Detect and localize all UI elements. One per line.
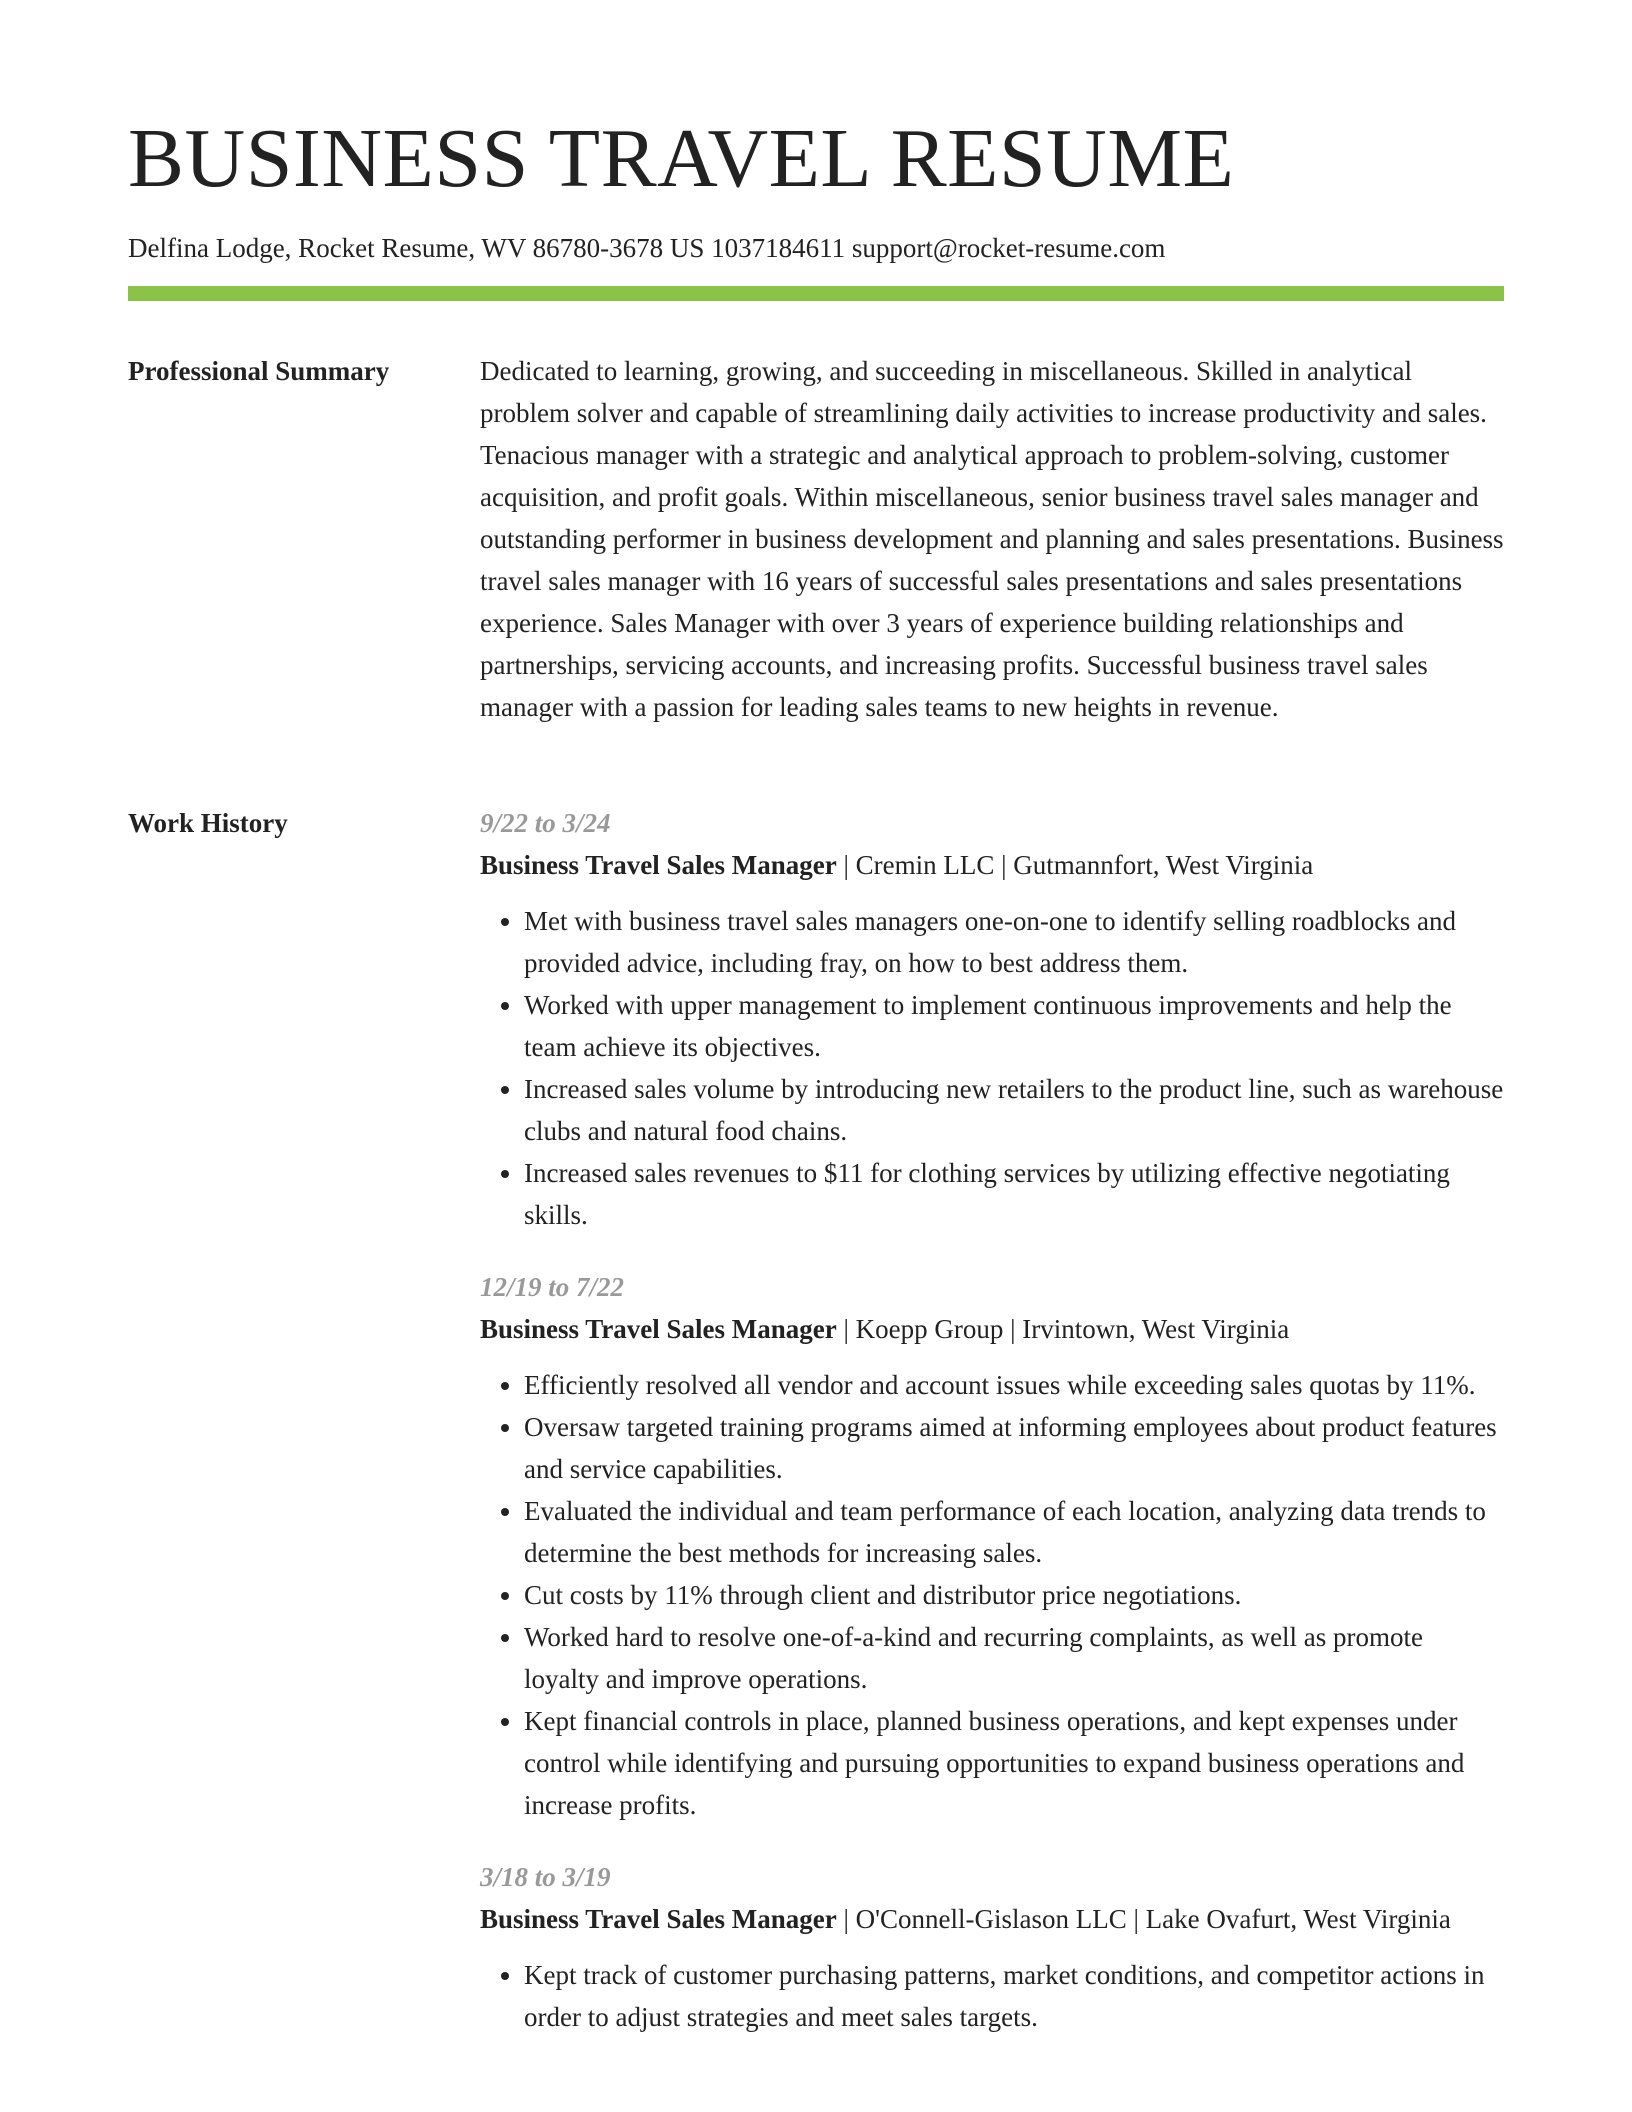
job-bullet-list <box>480 1954 1504 2038</box>
job-entry <box>480 802 1504 1236</box>
job-dates: 9/22 to 3/24 <box>480 808 611 838</box>
job-bullet-list <box>480 900 1504 1236</box>
job-bullet-list <box>480 1364 1504 1826</box>
work-history-section <box>480 802 1504 2068</box>
job-bullet: • Worked with upper management to implement continuous improvements and help the team achieve its objectives. <box>524 984 1504 1068</box>
work-history-heading: Work History <box>128 808 288 838</box>
job-entry <box>480 1266 1504 1826</box>
job-bullet: • Oversaw targeted training programs aimed at informing employees about product features and service capabilities. <box>524 1406 1504 1490</box>
job-company-location: | Cremin LLC | Gutmannfort, West Virginia <box>836 850 1314 880</box>
job-title: Business Travel Sales Manager <box>480 850 837 880</box>
job-dates: 12/19 to 7/22 <box>480 1272 625 1302</box>
professional-summary-text: Dedicated to learning, growing, and succeeding in miscellaneous. Skilled in analytical problem solver and capable of streamlining daily activities to increase productivity and sales. Tenacious manager with a strategic and analytical approach to problem-solving, customer acquisition, and profit goals. Within miscellaneous, senior business travel sales manager and outstanding performer in business development and planning and sales presentations. Business travel sales manager with 16 years of successful sales presentations and sales presentations experience. Sales Manager with over 3 years of experience building relationships and partnerships, servicing accounts, and increasing profits. Successful business travel sales manager with a passion for leading sales teams to new heights in revenue. <box>480 356 1504 722</box>
job-bullet: • Cut costs by 11% through client and distributor price negotiations. <box>524 1574 1504 1616</box>
job-bullet: • Increased sales volume by introducing new retailers to the product line, such as warehouse clubs and natural food chains. <box>524 1068 1504 1152</box>
job-header <box>480 1898 1504 1940</box>
job-bullet: • Kept financial controls in place, planned business operations, and kept expenses under control while identifying and pursuing opportunities to expand business operations and increase profits. <box>524 1700 1504 1826</box>
job-bullet: • Kept track of customer purchasing patterns, market conditions, and competitor actions in order to adjust strategies and meet sales targets. <box>524 1954 1504 2038</box>
job-header <box>480 1308 1504 1350</box>
job-bullet: • Efficiently resolved all vendor and account issues while exceeding sales quotas by 11%. <box>524 1364 1504 1406</box>
job-company-location: | O'Connell-Gislason LLC | Lake Ovafurt, West Virginia <box>836 1904 1451 1934</box>
job-bullet: • Worked hard to resolve one-of-a-kind and recurring complaints, as well as promote loyalty and improve operations. <box>524 1616 1504 1700</box>
job-title: Business Travel Sales Manager <box>480 1904 837 1934</box>
job-bullet: • Increased sales revenues to $11 for clothing services by utilizing effective negotiating skills. <box>524 1152 1504 1236</box>
contact-line: Delfina Lodge, Rocket Resume, WV 86780-3678 US 1037184611 support@rocket-resume.com <box>128 233 1166 263</box>
professional-summary-heading: Professional Summary <box>128 356 390 386</box>
job-dates: 3/18 to 3/19 <box>480 1862 611 1892</box>
job-bullet: • Evaluated the individual and team performance of each location, analyzing data trends to determine the best methods for increasing sales. <box>524 1490 1504 1574</box>
job-company-location: | Koepp Group | Irvintown, West Virginia <box>836 1314 1290 1344</box>
job-entry <box>480 1856 1504 2038</box>
professional-summary-section <box>480 350 1504 728</box>
job-title: Business Travel Sales Manager <box>480 1314 837 1344</box>
resume-title: BUSINESS TRAVEL RESUME <box>128 112 1235 205</box>
job-header <box>480 844 1504 886</box>
job-bullet: • Met with business travel sales managers one-on-one to identify selling roadblocks and provided advice, including fray, on how to best address them. <box>524 900 1504 984</box>
accent-divider <box>128 286 1504 301</box>
